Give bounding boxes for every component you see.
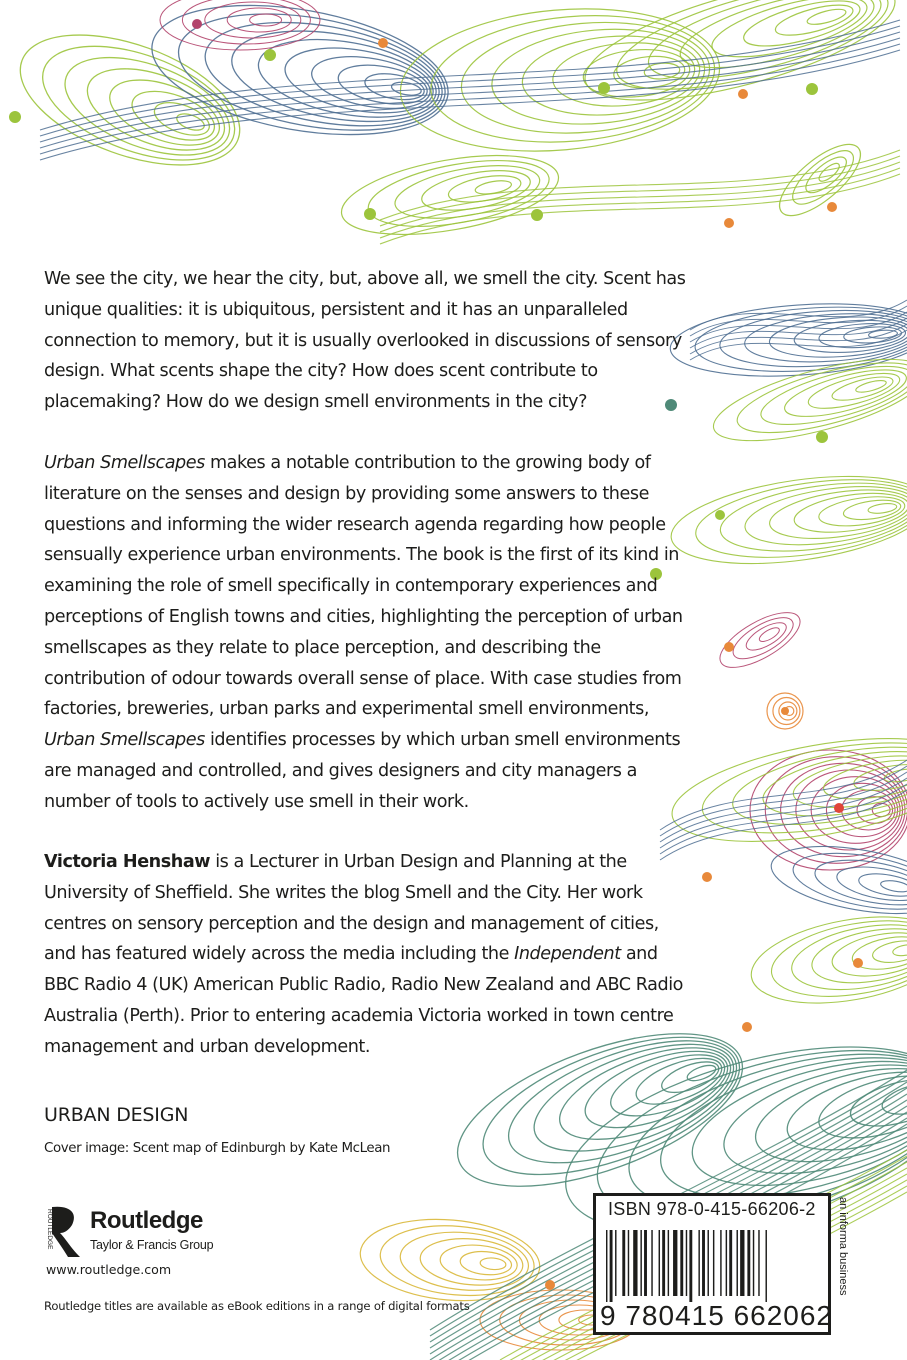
author-bio: Victoria Henshaw is a Lecturer in Urban Design and Planning at the University of Sheffield. She writes the blog Smell and the City. Her work centres on sensory perception and the design and management of cities, and has featured widely across the media including the Independent and BBC Radio 4 (UK) American Public Radio, Radio New Zealand and ABC Radio Australia (Perth). Prior to entering academia Victoria worked in town centre management and urban development. xyxy=(44,852,683,1057)
logo-vertical-text: ROUTLEDGE xyxy=(46,1209,53,1250)
publisher-group: Taylor & Francis Group xyxy=(90,1238,214,1252)
isbn-label: ISBN 978-0-415-66206-2 xyxy=(608,1199,816,1219)
barcode-bar xyxy=(615,1230,616,1296)
barcode-bar xyxy=(766,1230,767,1302)
contour-right-7 xyxy=(745,903,907,1017)
contour-right-2 xyxy=(706,343,907,458)
publisher-name: Routledge xyxy=(90,1207,203,1234)
barcode-bar xyxy=(729,1230,732,1296)
barcode-bar xyxy=(698,1230,699,1296)
book-title-italic: Urban Smellscapes xyxy=(44,453,205,473)
dot-magenta xyxy=(192,19,202,29)
contour-top-magenta xyxy=(160,0,320,50)
contour-top-small xyxy=(769,133,871,228)
barcode-bar xyxy=(747,1230,750,1296)
barcode-bar xyxy=(662,1230,665,1296)
informa-tagline: an informa business xyxy=(837,1197,849,1296)
publication-name: Independent xyxy=(514,944,621,965)
contour-top-tail xyxy=(336,141,565,248)
barcode-bar xyxy=(680,1230,683,1296)
barcode-bar xyxy=(633,1230,637,1296)
dot-orange xyxy=(545,1280,555,1290)
dot-green xyxy=(715,510,725,520)
barcode-bar xyxy=(708,1230,709,1296)
barcode-bar xyxy=(668,1230,669,1296)
publisher-logo-block xyxy=(44,1203,244,1263)
barcode-bar xyxy=(689,1230,692,1302)
flow-top-a xyxy=(40,20,900,160)
dot-green xyxy=(806,83,818,95)
barcode-bar xyxy=(640,1230,641,1296)
barcode-bar xyxy=(622,1230,625,1296)
dot-green xyxy=(364,208,376,220)
dot-center xyxy=(781,707,789,715)
barcode-bar xyxy=(659,1230,660,1296)
description-paragraph-2: Urban Smellscapes makes a notable contribution to the growing body of literature on the senses and design by providing some answers to these questions and informing the wider research agenda regarding how people sensually experience urban environments. The book is the first of its kind in examining the role of smell specifically in contemporary experiences and perceptions of English towns and cities, highlighting the perception of urban smellscapes as they relate to place perception, and describing the contribution of odour towards overall sense of place. With case studies from factories, breweries, urban parks and experimental smell environments, Urban Smellscapes identifies processes by which urban smell environments are managed and controlled, and gives designers and city managers a number of tools to actively use smell in their work. xyxy=(44,453,683,812)
barcode-bar xyxy=(702,1230,705,1296)
book-title-italic: Urban Smellscapes xyxy=(44,730,205,751)
barcode-bar xyxy=(673,1230,677,1296)
barcode-number: 9 780415 662062 xyxy=(600,1300,833,1331)
barcode-bar xyxy=(606,1230,607,1302)
barcode-bar xyxy=(758,1230,759,1296)
dot-orange xyxy=(738,89,748,99)
barcode-bar xyxy=(737,1230,738,1296)
ebook-availability-note: Routledge titles are available as eBook editions in a range of digital formats xyxy=(44,1299,470,1313)
isbn-barcode xyxy=(593,1193,831,1335)
barcode-bars xyxy=(606,1230,820,1302)
dot-orange xyxy=(742,1022,752,1032)
barcode-bar xyxy=(651,1230,652,1296)
dot-orange xyxy=(724,218,734,228)
contour-right-4 xyxy=(712,602,808,678)
description-paragraph-1: We see the city, we hear the city, but, above all, we smell the city. Scent has unique qualities: it is ubiquitous, persistent and it has an unparalleled connection to memory, but it is usually overlooked in discussions of sensory design. What scents shape the city? How does scent contribute to placemaking? How do we design smell environments in the city? xyxy=(44,269,686,413)
subject-category: URBAN DESIGN xyxy=(44,1104,189,1126)
dot-red xyxy=(834,803,844,813)
barcode-bar xyxy=(720,1230,721,1296)
dot-green xyxy=(531,209,543,221)
dot-orange xyxy=(724,642,734,652)
dot-green xyxy=(598,82,610,94)
routledge-logo-icon xyxy=(44,1203,82,1259)
barcode-bar xyxy=(686,1230,687,1296)
dot-orange xyxy=(853,958,863,968)
barcode-bar xyxy=(713,1230,714,1296)
contour-bottom-3 xyxy=(357,1212,543,1307)
dot-green xyxy=(264,49,276,61)
author-name: Victoria Henshaw xyxy=(44,852,211,872)
barcode-bar xyxy=(753,1230,754,1296)
barcode-bar xyxy=(644,1230,647,1296)
dot-green xyxy=(816,431,828,443)
contour-right-3 xyxy=(666,462,907,577)
dot-orange xyxy=(702,872,712,882)
barcode-bar xyxy=(610,1230,613,1302)
cover-image-credit: Cover image: Scent map of Edinburgh by Kate McLean xyxy=(44,1141,391,1156)
dot-orange xyxy=(378,38,388,48)
barcode-bar xyxy=(726,1230,727,1296)
barcode-bar xyxy=(740,1230,744,1296)
publisher-website: www.routledge.com xyxy=(46,1262,172,1277)
dot-orange xyxy=(827,202,837,212)
dot-green xyxy=(9,111,21,123)
barcode-bar xyxy=(628,1230,629,1296)
